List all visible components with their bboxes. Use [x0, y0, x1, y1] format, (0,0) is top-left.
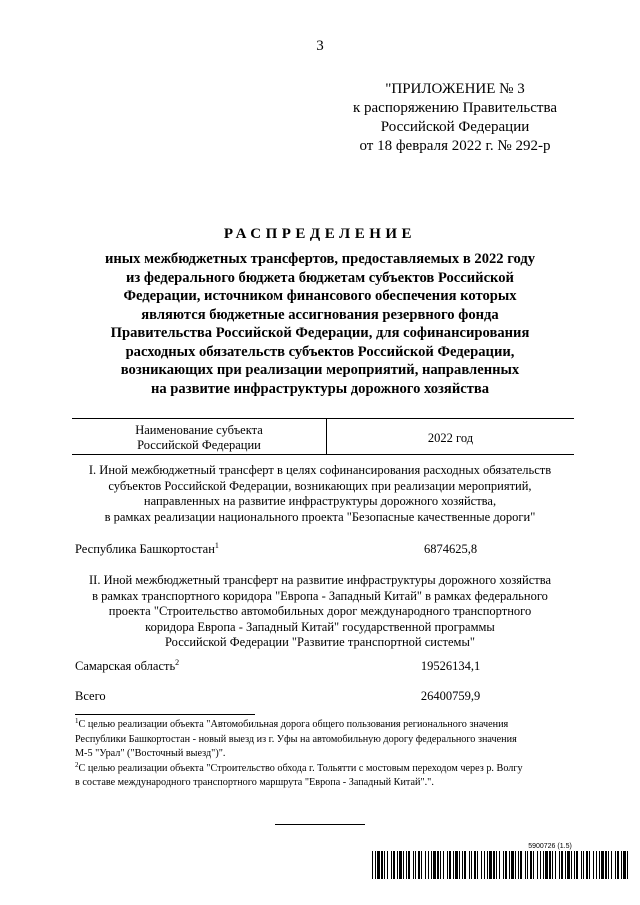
subtitle-line: возникающих при реализации мероприятий, направленных	[120, 362, 520, 378]
table-header-border	[72, 454, 574, 455]
subtitle-line: являются бюджетные ассигнования резервного фонда	[141, 306, 499, 323]
section-line: субъектов Российской Федерации, возникающих при реализации мероприятий,	[108, 478, 532, 493]
footnote-line	[75, 762, 570, 777]
section-line: I. Иной межбюджетный трансферт в целях софинансирования расходных обязательств	[88, 463, 552, 477]
footnote-line: М-5 "Урал" ("Восточный выезд")".	[75, 748, 226, 759]
table-top-border	[72, 418, 574, 419]
section-line: II. Иной межбюджетный трансферт на развитие инфраструктуры дорожного хозяйства	[89, 573, 551, 587]
footnote-line: в составе международного транспортного маршрута "Европа - Западный Китай".".	[75, 777, 434, 788]
appendix-line: "ПРИЛОЖЕНИЕ № 3	[385, 81, 525, 97]
footnote-separator	[75, 714, 255, 715]
section-line: в рамках реализации национального проекта "Безопасные качественные дороги"	[104, 509, 536, 524]
footnote-line	[75, 718, 570, 733]
section-line: проекта "Строительство автомобильных дорог международного транспортного	[108, 604, 532, 618]
row-value-samara: 19526134,1	[420, 659, 481, 673]
barcode-number: 5900726 (1.5)	[528, 843, 572, 850]
row-value-bashkortostan: 6874625,8	[423, 542, 478, 556]
row-label-samara	[75, 659, 179, 674]
footnotes	[75, 718, 570, 791]
section-line: в рамках транспортного коридора "Европа - Западный Китай" в рамках федерального	[92, 588, 548, 603]
document-title: РАСПРЕДЕЛЕНИЕ	[223, 226, 417, 242]
column-header-line: Российской Федерации	[137, 438, 261, 452]
footnote-text: С целью реализации объекта "Автомобильная дорога общего пользования регионального значения	[78, 719, 509, 730]
column-header-subject	[72, 423, 326, 453]
appendix-line: к распоряжению Правительства	[352, 100, 557, 116]
section-line: коридора Европа - Западный Китай" государственной программы	[145, 619, 495, 634]
row-label-text: Самарская область	[75, 659, 176, 673]
subtitle-line: иных межбюджетных трансфертов, предоставляемых в 2022 году	[104, 251, 536, 267]
appendix-line: от 18 февраля 2022 г. № 292-р	[359, 138, 551, 154]
footnote-2	[75, 762, 570, 791]
subtitle-line: из федерального бюджета бюджетам субъектов Российской	[126, 269, 514, 286]
footnote-ref: 1	[214, 541, 219, 550]
page-number: 3	[316, 38, 324, 54]
column-header-year: 2022 год	[427, 431, 474, 445]
footnote-line: Республики Башкортостан - новый выезд из г. Уфы на автомобильную дорогу федерального значения	[75, 733, 517, 745]
document-subtitle	[60, 250, 580, 398]
subtitle-line: расходных обязательств субъектов Российской Федерации,	[125, 343, 515, 360]
subtitle-line: на развитие инфраструктуры дорожного хозяйства	[150, 380, 490, 397]
subtitle-line: Федерации, источником финансового обеспечения которых	[123, 288, 517, 304]
footnote-1	[75, 718, 570, 762]
appendix-line: Российской Федерации	[380, 119, 530, 135]
footnote-text: С целью реализации объекта "Строительство обхода г. Тольятти с мостовым переходом через р. Волгу	[78, 762, 523, 774]
column-header-line: Наименование субъекта	[135, 423, 263, 437]
row-value-total: 26400759,9	[420, 689, 481, 703]
subtitle-line: Правительства Российской Федерации, для софинансирования	[110, 325, 530, 341]
row-label-bashkortostan	[75, 542, 219, 557]
appendix-header	[330, 80, 580, 156]
section-line: направленных на развитие инфраструктуры дорожного хозяйства,	[143, 494, 497, 508]
section-one-heading	[62, 463, 578, 525]
footnote-ref: 2	[175, 658, 180, 667]
footnote-mark: 1	[75, 717, 79, 725]
footnote-mark: 2	[75, 760, 79, 769]
row-label-text: Республика Башкортостан	[75, 542, 215, 556]
section-two-heading	[62, 573, 578, 651]
section-line: Российской Федерации "Развитие транспортной системы"	[165, 635, 475, 649]
row-label-total: Всего	[75, 689, 106, 703]
page-end-rule	[275, 824, 365, 825]
barcode-icon	[372, 851, 630, 879]
